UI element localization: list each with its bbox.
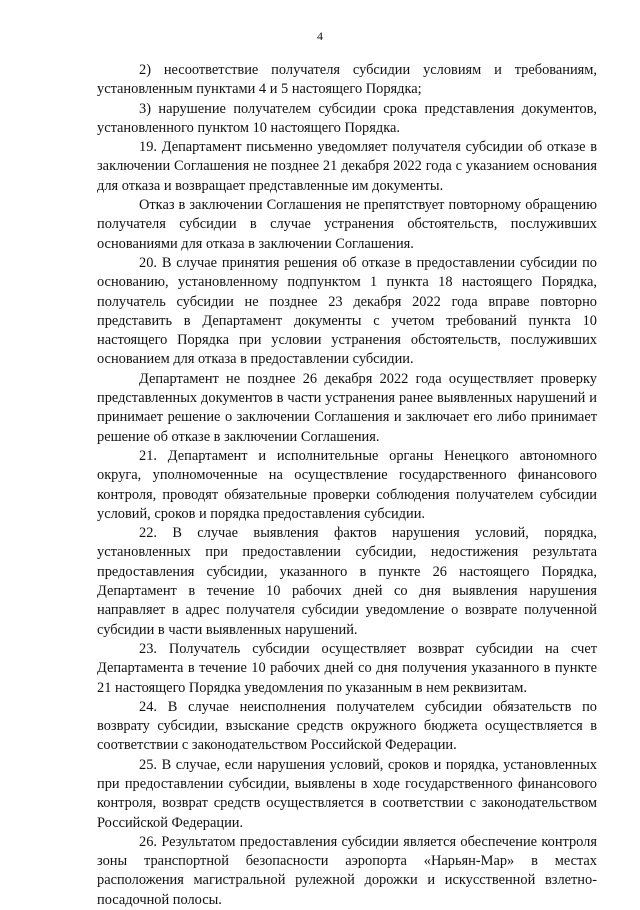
paragraph-23: 23. Получатель субсидии осуществляет возврат субсидии на счет Департамента в течение 10 рабочих дней со дня получения указанного в пункте 21 настоящего Порядка уведомления по указанным в нем реквизитам. (97, 640, 597, 696)
paragraph-26: 26. Результатом предоставления субсидии является обеспечение контроля зоны транспортной безопасности аэропорта «Нарьян-Мар» в местах расположения магистральной рулежной дорожки и искусственной взлетно-посадочной полосы. (97, 833, 597, 908)
paragraph-19-refusal: Отказ в заключении Соглашения не препятствует повторному обращению получателя субсидии в случае устранения обстоятельств, послуживших основаниями для отказа в заключении Соглашения. (97, 197, 597, 252)
paragraph-25: 25. В случае, если нарушения условий, сроков и порядка, установленных при предоставлении субсидии, выявлены в ходе государственного финансового контроля, возврат средств осуществляется в соответствии с законодательством Российской Федерации. (97, 756, 597, 831)
paragraph-24: 24. В случае неисполнения получателем субсидии обязательств по возврату субсидии, взыскание средств окружного бюджета осуществляется в соответствии с законодательством Российской Федерации. (97, 698, 597, 754)
page-number: 4 (317, 29, 323, 43)
paragraph-subitem-2: 2) несоответствие получателя субсидии условиям и требованиям, установленным пунктами 4 и 5 настоящего Порядка; (97, 62, 597, 98)
paragraph-20: 20. В случае принятия решения об отказе в предоставлении субсидии по основанию, установленному подпунктом 1 пункта 18 настоящего Порядка, получатель субсидии не позднее 23 декабря 2022 года вправе повторно представить в Департамент документы с учетом требований пункта 10 настоящего Порядка при условии устранения обстоятельств, послуживших основанием для отказа в предоставлении субсидии. (97, 254, 597, 368)
paragraph-21: 21. Департамент и исполнительные органы Ненецкого автономного округа, уполномоченные на осуществление государственного финансового контроля, проводят обязательные проверки соблюдения получателем субсидии условий, сроков и порядка предоставления субсидии. (97, 447, 597, 522)
paragraph-19: 19. Департамент письменно уведомляет получателя субсидии об отказе в заключении Соглашения не позднее 21 декабря 2022 года с указанием основания для отказа и возвращает представленные им документы. (97, 139, 597, 194)
paragraph-subitem-3: 3) нарушение получателем субсидии срока представления документов, установленного пунктом 10 настоящего Порядка. (97, 100, 597, 136)
paragraph-20-review: Департамент не позднее 26 декабря 2022 года осуществляет проверку представленных документов в части устранения ранее выявленных нарушений и принимает решение о заключении Соглашения и заключает его либо принимает решение об отказе в заключении Соглашения. (97, 370, 597, 445)
paragraph-22: 22. В случае выявления фактов нарушения условий, порядка, установленных при предоставлении субсидии, недостижения результата предоставления субсидии, указанного в пункте 26 настоящего Порядка, Департамент в течение 10 рабочих дней со дня выявления нарушения направляет в адрес получателя субсидии уведомление о возврате полученной субсидии в части выявленных нарушений. (97, 525, 597, 638)
document-body (97, 61, 597, 910)
